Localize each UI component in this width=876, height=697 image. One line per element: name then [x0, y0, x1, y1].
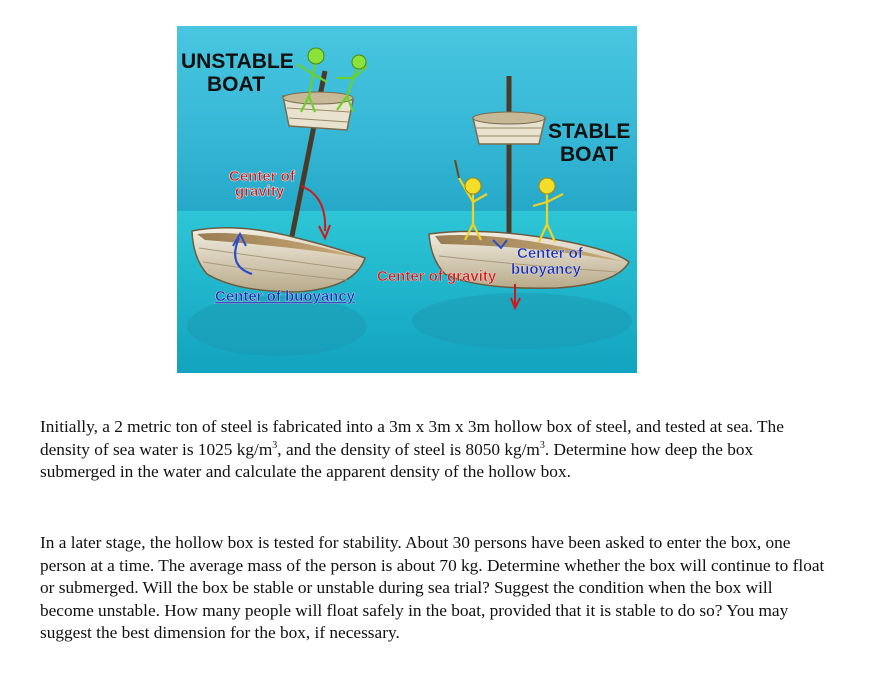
- unstable-title-line1: UNSTABLE: [181, 50, 294, 73]
- person-icon: [539, 178, 555, 194]
- cob-left-label: Center of buoyancy: [215, 288, 356, 305]
- cog-left-label-line1: Center of: [229, 168, 295, 185]
- person-icon: [352, 55, 366, 69]
- boat-stability-figure: [177, 26, 637, 373]
- problem-paragraph-1: Initially, a 2 metric ton of steel is fabricated into a 3m x 3m x 3m hollow box of steel, and tested at sea. The density of sea water is 1025 $kg/m^3$, and the density of steel is 8050 $kg/m^3$. Determine how deep the box submerged in the water and calculate the apparent density of the hollow box.: [40, 417, 784, 481]
- cob-right-label-line1: Center of: [517, 245, 583, 262]
- cog-right-label: Center of gravity: [377, 268, 497, 285]
- cob-right-label-line2: buoyancy: [511, 261, 582, 278]
- person-icon: [465, 178, 481, 194]
- stable-title-line2: BOAT: [560, 143, 618, 166]
- person-icon: [308, 48, 324, 64]
- problem-paragraph-2: In a later stage, the hollow box is tested for stability. About 30 persons have been asked to enter the box, one person at a time. The average mass of the person is about 70 kg. Determine whether the box will continue to float or submerged. Will the box be stable or unstable during sea trial? Suggest the condition when the box will become unstable. How many people will float safely in the boat, provided that it is stable to do so? You may suggest the best dimension for the box, if necessary.: [40, 533, 825, 642]
- cog-left-label-line2: gravity: [235, 183, 285, 200]
- unstable-title-line2: BOAT: [207, 73, 265, 96]
- stable-title-line1: STABLE: [548, 120, 631, 143]
